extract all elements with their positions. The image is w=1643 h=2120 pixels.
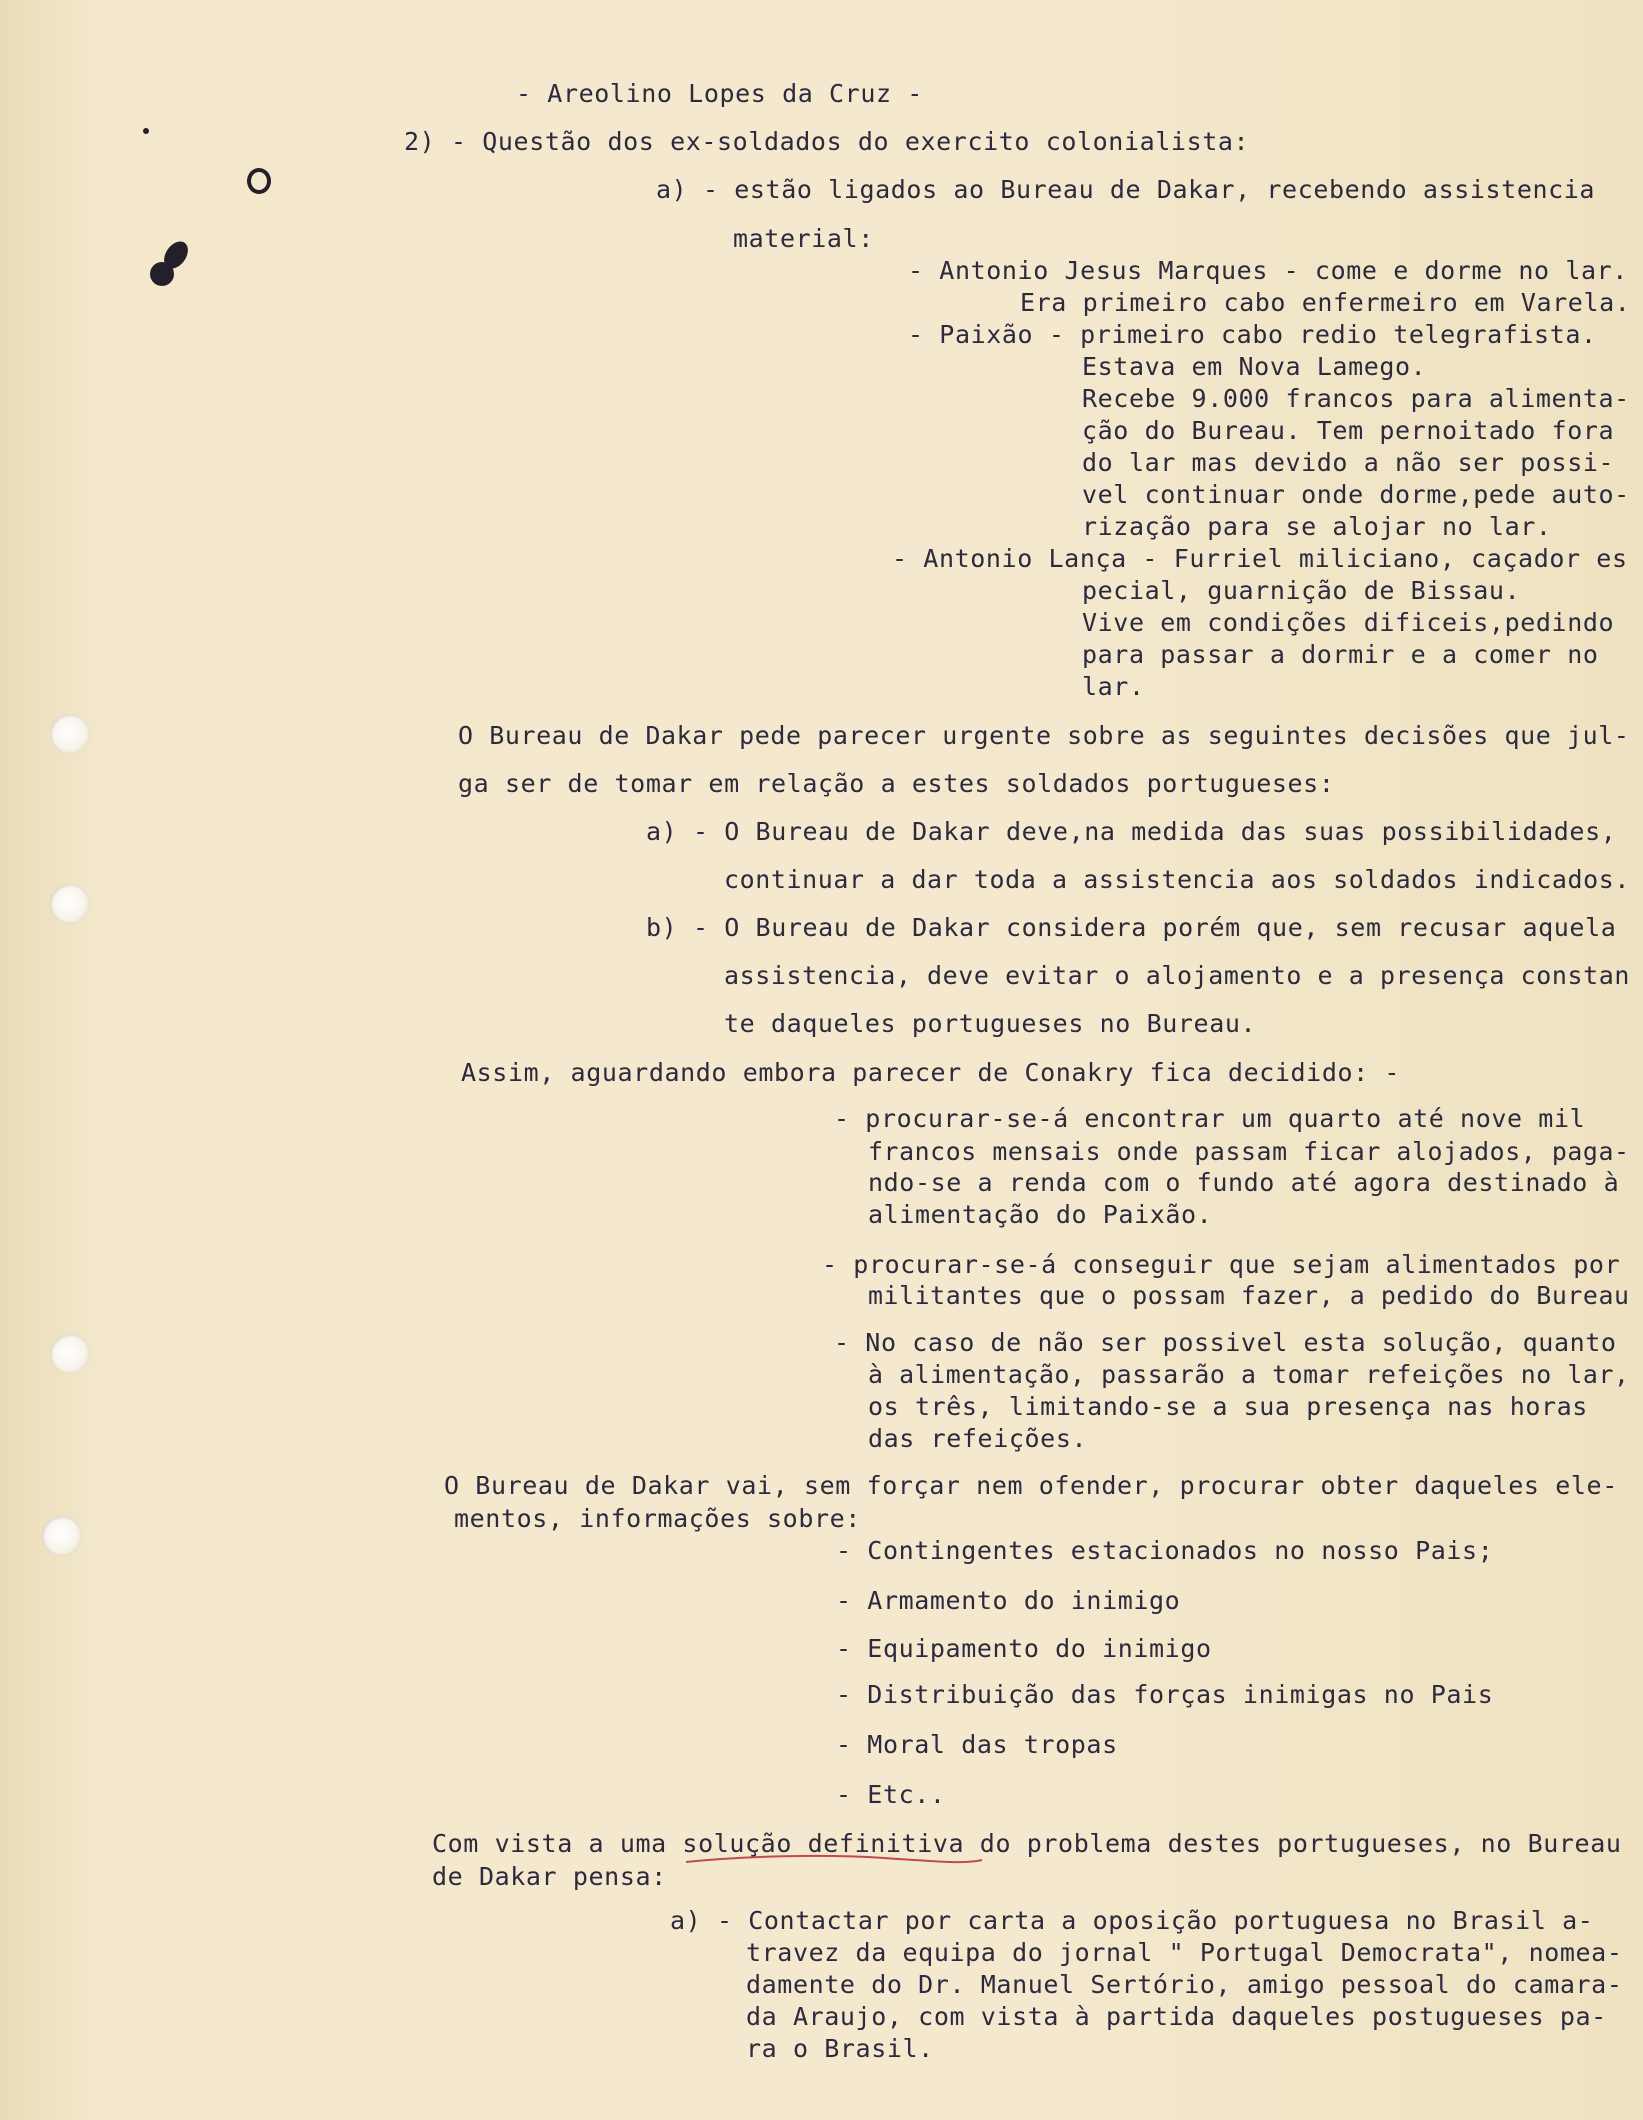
document-line: a) - estão ligados ao Bureau de Dakar, recebendo assistencia: [656, 175, 1596, 204]
document-line: - Antonio Lança - Furriel miliciano, caçador es: [892, 544, 1628, 573]
document-line: - Armamento do inimigo: [836, 1586, 1181, 1615]
document-line: O Bureau de Dakar pede parecer urgente sobre as seguintes decisões que jul-: [458, 721, 1630, 750]
document-line: Vive em condições dificeis,pedindo: [1082, 608, 1615, 637]
document-line: ga ser de tomar em relação a estes soldados portugueses:: [458, 769, 1335, 798]
document-line: - Distribuição das forças inimigas no Pais: [836, 1680, 1494, 1709]
document-line: a) - O Bureau de Dakar deve,na medida das suas possibilidades,: [646, 817, 1617, 846]
document-line: damente do Dr. Manuel Sertório, amigo pessoal do camara-: [746, 1970, 1623, 1999]
document-line: Assim, aguardando embora parecer de Conakry fica decidido: -: [461, 1058, 1401, 1087]
document-line: O Bureau de Dakar vai, sem forçar nem ofender, procurar obter daqueles ele-: [444, 1471, 1618, 1500]
document-line: vel continuar onde dorme,pede auto-: [1082, 480, 1630, 509]
document-line: alimentação do Paixão.: [868, 1200, 1213, 1229]
document-line: mentos, informações sobre:: [454, 1504, 861, 1533]
ink-spot: [247, 168, 271, 194]
document-line: assistencia, deve evitar o alojamento e a presença constan: [724, 961, 1630, 990]
document-line: da Araujo, com vista à partida daqueles postugueses pa-: [746, 2002, 1607, 2031]
document-line: 2) - Questão dos ex-soldados do exercito colonialista:: [404, 127, 1250, 156]
document-line: ção do Bureau. Tem pernoitado fora: [1082, 416, 1615, 445]
document-line: à alimentação, passarão a tomar refeições no lar,: [868, 1360, 1630, 1389]
document-line: - Antonio Jesus Marques - come e dorme no lar.: [908, 256, 1628, 285]
document-line: continuar a dar toda a assistencia aos soldados indicados.: [724, 865, 1630, 894]
document-line: - Moral das tropas: [836, 1730, 1118, 1759]
document-line: rização para se alojar no lar.: [1082, 512, 1552, 541]
document-line: francos mensais onde passam ficar alojados, paga-: [868, 1137, 1630, 1166]
ink-dot: [143, 128, 149, 134]
document-line: Com vista a uma solução definitiva do problema destes portugueses, no Bureau: [432, 1829, 1622, 1858]
document-line: - No caso de não ser possivel esta solução, quanto: [834, 1328, 1617, 1357]
document-line: a) - Contactar por carta a oposição portuguesa no Brasil a-: [670, 1906, 1594, 1935]
punch-hole: [50, 1334, 90, 1374]
punch-hole: [42, 1516, 82, 1556]
document-line: travez da equipa do jornal " Portugal Democrata", nomea-: [746, 1938, 1623, 1967]
punch-hole: [50, 884, 90, 924]
document-line: para passar a dormir e a comer no: [1082, 640, 1599, 669]
document-line: Estava em Nova Lamego.: [1082, 352, 1427, 381]
document-line: - Equipamento do inimigo: [836, 1634, 1212, 1663]
document-line: ra o Brasil.: [746, 2034, 934, 2063]
document-line: - Contingentes estacionados no nosso Pais;: [836, 1536, 1494, 1565]
document-line: das refeições.: [868, 1424, 1088, 1453]
document-line: - Areolino Lopes da Cruz -: [516, 79, 923, 108]
document-line: te daqueles portugueses no Bureau.: [724, 1009, 1257, 1038]
document-line: Era primeiro cabo enfermeiro em Varela.: [1020, 288, 1631, 317]
document-line: - procurar-se-á conseguir que sejam alimentados por: [822, 1250, 1621, 1279]
document-line: - Paixão - primeiro cabo redio telegrafista.: [908, 320, 1597, 349]
document-line: pecial, guarnição de Bissau.: [1082, 576, 1521, 605]
document-line: militantes que o possam fazer, a pedido do Bureau: [868, 1281, 1630, 1310]
document-line: os três, limitando-se a sua presença nas horas: [868, 1392, 1588, 1421]
document-line: - Etc..: [836, 1780, 946, 1809]
document-line: ndo-se a renda com o fundo até agora destinado à: [868, 1168, 1620, 1197]
document-line: b) - O Bureau de Dakar considera porém que, sem recusar aquela: [646, 913, 1617, 942]
document-line: lar.: [1082, 672, 1145, 701]
punch-hole: [50, 714, 90, 754]
document-line: do lar mas devido a não ser possi-: [1082, 448, 1615, 477]
document-line: material:: [733, 224, 874, 253]
document-line: de Dakar pensa:: [432, 1862, 667, 1891]
document-line: - procurar-se-á encontrar um quarto até nove mil: [834, 1104, 1586, 1133]
document-line: Recebe 9.000 francos para alimenta-: [1082, 384, 1630, 413]
